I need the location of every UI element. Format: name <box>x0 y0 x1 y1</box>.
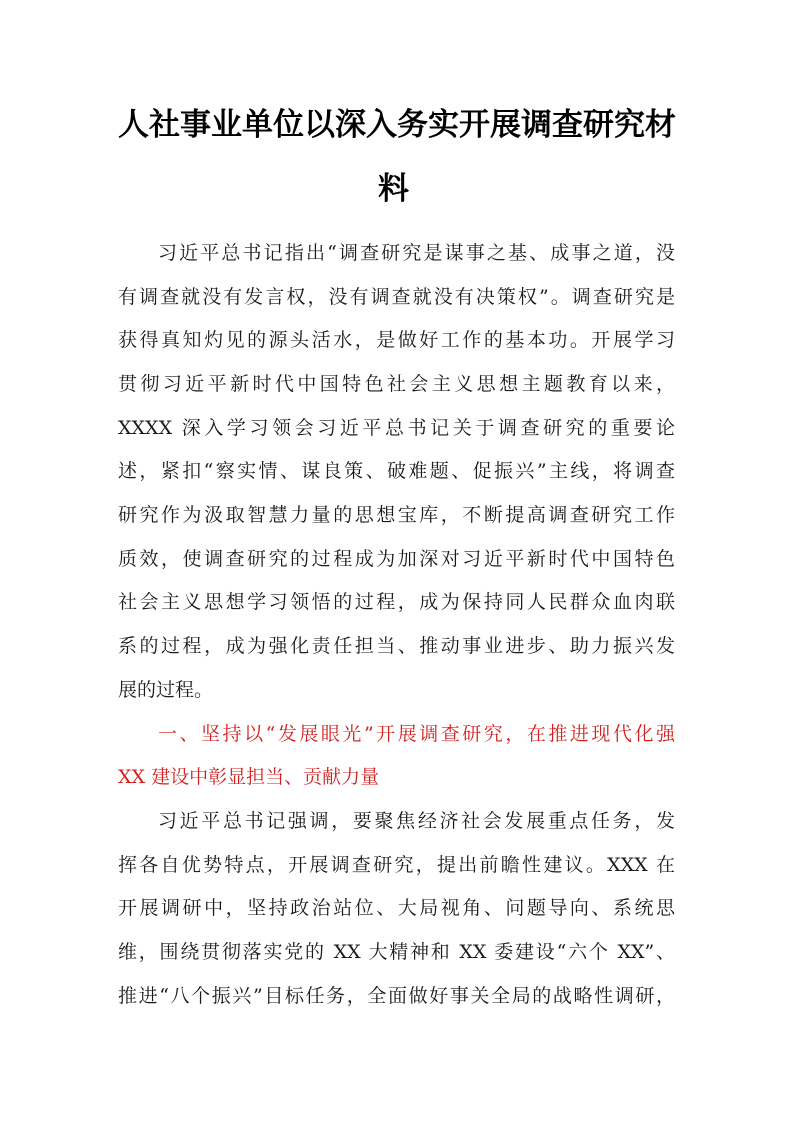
section-heading-1-line-2: XX 建设中彰显担当、贡献力量 <box>118 766 380 788</box>
paragraph-1-line-5: XXXX 深入学习领会习近平总书记关于调查研究的重要论 <box>118 417 675 439</box>
paragraph-1-line-6: 述，紧扣“察实情、谋良策、破难题、促振兴”主线，将调查 <box>118 460 675 482</box>
paragraph-1-line-3: 获得真知灼见的源头活水，是做好工作的基本功。开展学习 <box>118 329 675 351</box>
paragraph-1-line-10: 系的过程，成为强化责任担当、推动事业进步、助力振兴发 <box>118 635 675 657</box>
paragraph-1-line-4: 贯彻习近平新时代中国特色社会主义思想主题教育以来， <box>118 373 675 395</box>
section-heading-1-line-1: 一、坚持以“发展眼光”开展调查研究，在推进现代化强 <box>158 723 675 745</box>
paragraph-1-line-1: 习近平总书记指出“调查研究是谋事之基、成事之道，没 <box>158 242 675 264</box>
document-title-line-1: 人社事业单位以深入务实开展调查研究材 <box>118 107 676 143</box>
paragraph-2-line-2: 挥各自优势特点，开展调查研究，提出前瞻性建议。XXX 在 <box>118 854 675 876</box>
paragraph-2-line-1: 习近平总书记强调，要聚焦经济社会发展重点任务，发 <box>158 810 675 832</box>
paragraph-1-line-8: 质效，使调查研究的过程成为加深对习近平新时代中国特色 <box>118 548 675 570</box>
paragraph-2-line-4: 维，围绕贯彻落实党的 XX 大精神和 XX 委建设“六个 XX”、 <box>118 941 675 963</box>
paragraph-1-line-9: 社会主义思想学习领悟的过程，成为保持同人民群众血肉联 <box>118 591 675 613</box>
paragraph-1-line-11: 展的过程。 <box>118 679 214 701</box>
paragraph-2-line-3: 开展调研中，坚持政治站位、大局视角、问题导向、系统思 <box>118 897 675 919</box>
paragraph-1-line-2: 有调查就没有发言权，没有调查就没有决策权”。调查研究是 <box>118 286 675 308</box>
paragraph-1-line-7: 研究作为汲取智慧力量的思想宝库，不断提高调查研究工作 <box>118 504 675 526</box>
document-title-line-2: 料 <box>378 171 409 207</box>
paragraph-2-line-5: 推进“八个振兴”目标任务，全面做好事关全局的战略性调研， <box>118 985 675 1007</box>
